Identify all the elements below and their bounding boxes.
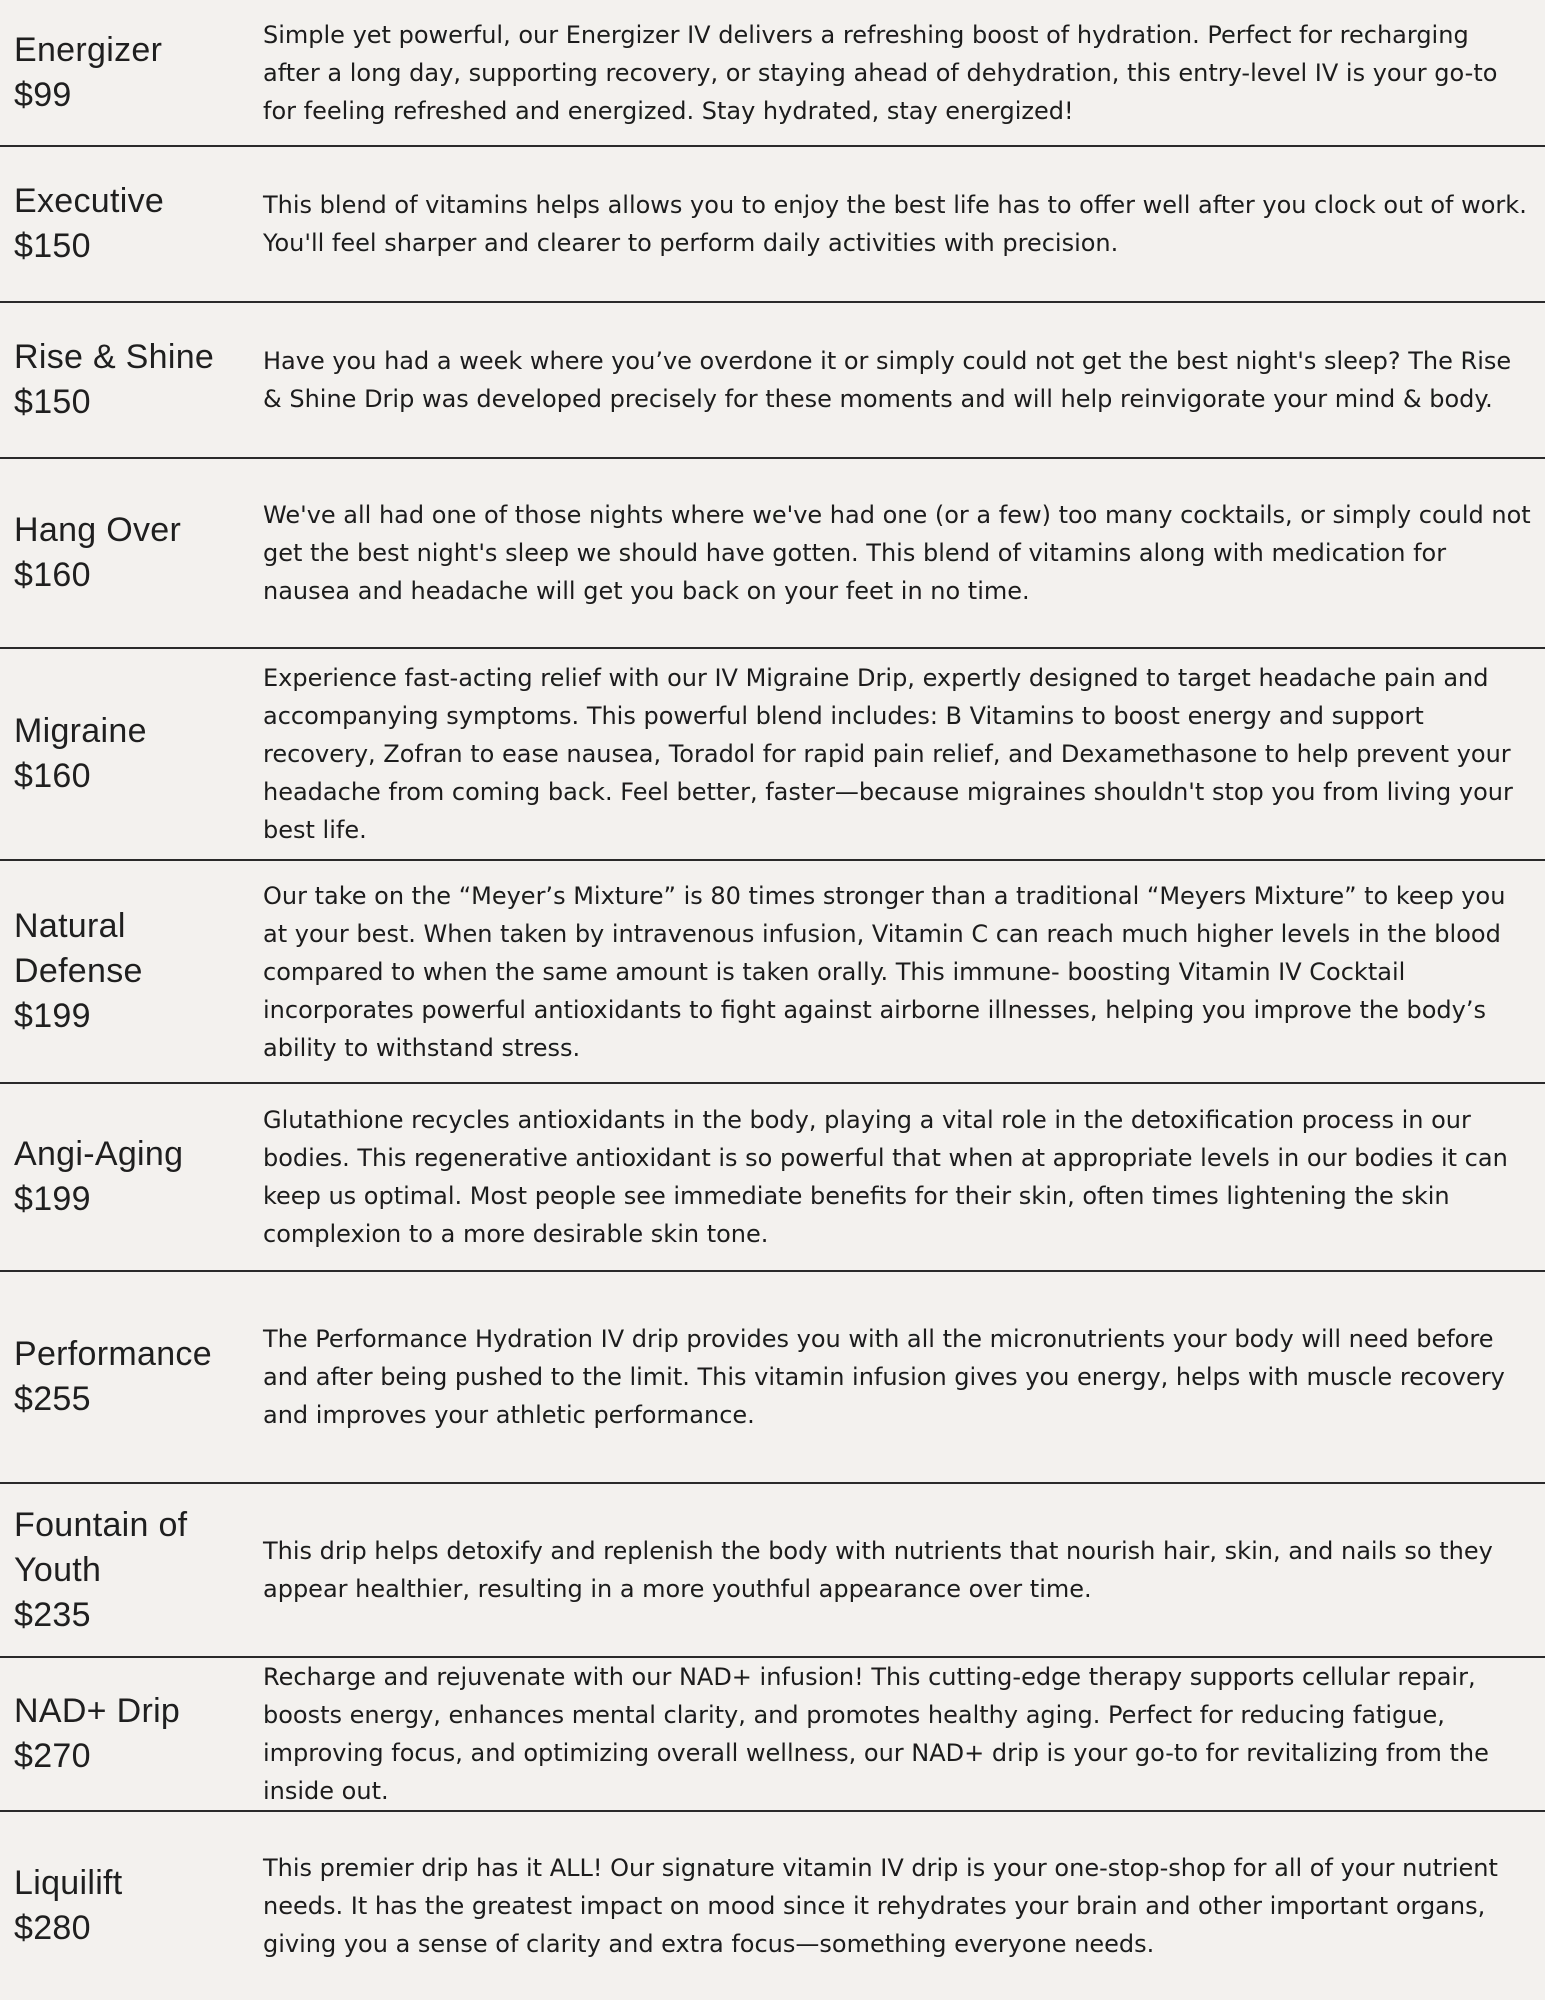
item-price: $255 (14, 1380, 91, 1418)
item-description-block (263, 1272, 1531, 1482)
item-description-block (263, 303, 1531, 457)
item-name-block (14, 459, 254, 647)
item-description: Simple yet powerful, our Energizer IV delivers a refreshing boost of hydration. Perfect for recharging after a long day, supporting recovery, or staying ahead of dehydration, this entry-level IV is your go-to for feeling refreshed and energized. Stay hydrated, stay energized! (263, 20, 1498, 125)
item-description-block (263, 861, 1531, 1082)
item-name: Natural Defense (14, 907, 143, 990)
item-description: This premier drip has it ALL! Our signature vitamin IV drip is your one-stop-shop for all of your nutrient needs. It has the greatest impact on mood since it rehydrates your brain and other important organs, giving you a sense of clarity and extra focus—something everyone needs. (263, 1854, 1498, 1958)
menu-item-fountain-of-youth (0, 1484, 1545, 1656)
menu-item-performance (0, 1272, 1545, 1482)
item-name-block (14, 1658, 254, 1810)
item-name: Angi-Aging (14, 1135, 184, 1173)
menu-item-migraine (0, 649, 1545, 859)
item-name: Executive (14, 182, 165, 220)
item-price: $160 (14, 556, 91, 594)
item-name-block (14, 0, 254, 145)
item-description: Have you had a week where you’ve overdone it or simply could not get the best night's sleep? The Rise & Shine Drip was developed precisely for these moments and will help reinvigorate your mind & body. (263, 347, 1512, 413)
item-description: This drip helps detoxify and replenish the body with nutrients that nourish hair, skin, and nails so they appear healthier, resulting in a more youthful appearance over time. (263, 1537, 1493, 1603)
menu-item-nad-drip (0, 1658, 1545, 1810)
menu-item-liquilift (0, 1812, 1545, 2000)
item-description-block (263, 147, 1531, 301)
item-price: $199 (14, 1180, 91, 1218)
item-name: Liquilift (14, 1864, 123, 1902)
menu-item-rise-and-shine (0, 303, 1545, 457)
item-name-block (14, 861, 254, 1082)
item-name: Energizer (14, 30, 163, 69)
item-price: $235 (14, 1595, 91, 1634)
item-name-block (14, 649, 254, 859)
item-name: Migraine (14, 712, 147, 750)
item-description-block (263, 649, 1531, 859)
item-description-block (263, 1658, 1531, 1810)
item-name: Rise & Shine (14, 338, 215, 376)
item-name: Hang Over (14, 511, 182, 549)
item-price: $199 (14, 997, 91, 1035)
item-description: Recharge and rejuvenate with our NAD+ infusion! This cutting-edge therapy supports cellular repair, boosts energy, enhances mental clarity, and promotes healthy aging. Perfect for reducing fatigue, improving focus, and optimizing overall wellness, our NAD+ drip is your go-to for revitalizing from the inside out. (263, 1663, 1489, 1805)
item-name-block (14, 1484, 254, 1656)
item-description: Experience fast-acting relief with our IV Migraine Drip, expertly designed to target headache pain and accompanying symptoms. This powerful blend includes: B Vitamins to boost energy and support recovery, Zofran to ease nausea, Toradol for rapid pain relief, and Dexamethasone to help prevent your headache from coming back. Feel better, faster—because migraines shouldn't stop you from living your best life. (263, 664, 1513, 844)
item-price: $270 (14, 1737, 91, 1775)
item-description-block (263, 1812, 1531, 2000)
item-name: NAD+ Drip (14, 1692, 181, 1730)
item-name-block (14, 1812, 254, 2000)
item-name-block (14, 303, 254, 457)
item-description: We've all had one of those nights where we've had one (or a few) too many cocktails, or simply could not get the best night's sleep we should have gotten. This blend of vitamins along with medication for nausea and headache will get you back on your feet in no time. (263, 501, 1531, 605)
item-name-block (14, 1272, 254, 1482)
item-name: Performance (14, 1335, 212, 1373)
item-description: Our take on the “Meyer’s Mixture” is 80 times stronger than a traditional “Meyers Mixture” to keep you at your best. When taken by intravenous infusion, Vitamin C can reach much higher levels in the blood compared to when the same amount is taken orally. This immune- boosting Vitamin IV Cocktail incorporates powerful antioxidants to fight against airborne illnesses, helping you improve the body’s ability to withstand stress. (263, 881, 1506, 1062)
menu-item-natural-defense (0, 861, 1545, 1082)
item-price: $150 (14, 227, 91, 265)
item-name-block (14, 147, 254, 301)
item-description-block (263, 0, 1531, 145)
menu-item-hang-over (0, 459, 1545, 647)
item-description-block (263, 1484, 1531, 1656)
item-price: $280 (14, 1909, 91, 1947)
item-name: Fountain of Youth (14, 1505, 188, 1589)
menu-item-executive (0, 147, 1545, 301)
item-description: The Performance Hydration IV drip provides you with all the micronutrients your body will need before and after being pushed to the limit. This vitamin infusion gives you energy, helps with muscle recovery and improves your athletic performance. (263, 1325, 1505, 1429)
item-price: $150 (14, 383, 91, 421)
menu-item-energizer (0, 0, 1545, 145)
item-price: $99 (14, 75, 72, 114)
item-description: This blend of vitamins helps allows you to enjoy the best life has to offer well after you clock out of work. You'll feel sharper and clearer to perform daily activities with precision. (263, 191, 1527, 257)
item-description-block (263, 1084, 1531, 1270)
item-name-block (14, 1084, 254, 1270)
item-description-block (263, 459, 1531, 647)
menu-item-angi-aging (0, 1084, 1545, 1270)
item-price: $160 (14, 757, 91, 795)
item-description: Glutathione recycles antioxidants in the body, playing a vital role in the detoxification process in our bodies. This regenerative antioxidant is so powerful that when at appropriate levels in our bodies it can keep us optimal. Most people see immediate benefits for their skin, often times lightening the skin complexion to a more desirable skin tone. (263, 1106, 1508, 1248)
